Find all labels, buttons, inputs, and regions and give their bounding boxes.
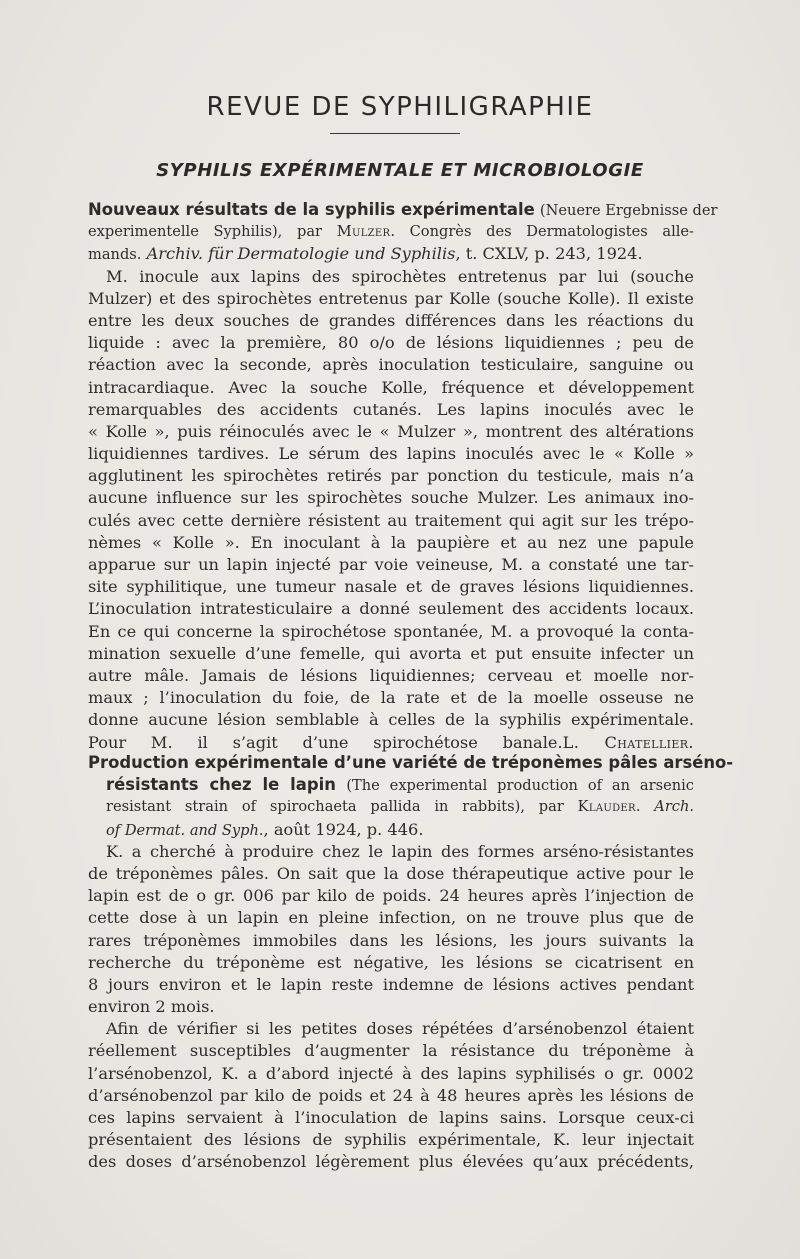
text-line: cette dose à un lapin en pleine infection, on ne trouve plus que de [88,908,694,928]
text-line: aucune influence sur les spirochètes souche Mulzer. Les animaux ino- [88,488,694,508]
signature: L. Chatellier. [562,732,694,752]
article-2 [88,752,734,1174]
text-line: mination sexuelle d’une femelle, qui avorta et put ensuite infecter un [88,643,694,663]
journal-title: Archiv. für Dermatologie und Syphilis [146,244,456,264]
text-line: l’arsénobenzol, K. a d’abord injecté à des lapins syphilisés o gr. 0002 [88,1063,694,1083]
text-line: maux ; l’inoculation du foie, de la rate et de la moelle osseuse ne [88,688,694,708]
text-line: En ce qui concerne la spirochétose spontanée, M. a provoqué la conta- [88,621,694,641]
title-rule [330,133,460,134]
author-name: Mulzer [336,223,391,241]
text-line: de tréponèmes pâles. On sait que la dose thérapeutique active pour le [88,863,694,883]
text-line: donne aucune lésion semblable à celles de la syphilis expérimentale. [88,710,694,730]
text-line: autre mâle. Jamais de lésions liquidiennes; cerveau et moelle nor- [88,665,694,685]
article-2-heading: Production expérimentale d’une variété de tréponèmes pâles arséno- [88,753,734,772]
running-head: REVUE DE SYPHILIGRAPHIE [206,92,594,122]
article-2-heading-line: résistants chez le lapin (The experimental production of an arsenic [106,775,694,795]
text-line: lapin est de o gr. 006 par kilo de poids. 24 heures après l’injection de [88,886,694,906]
text-line: liquide : avec la première, 80 o/o de lésions liquidiennes ; peu de [88,333,694,353]
text-line: entre les deux souches de grandes différences dans les réactions du [88,310,694,330]
section-title: SYPHILIS EXPÉRIMENTALE ET MICROBIOLOGIE [156,160,644,181]
text-line: ces lapins servaient à l’inoculation de lapins sains. Lorsque ceux-ci [88,1108,694,1127]
text-line: L’inoculation intratesticulaire a donné seulement des accidents locaux. [88,599,694,619]
article-1-heading: Nouveaux résultats de la syphilis expérimentale [88,200,535,219]
article-1 [88,199,718,754]
text-line: remarquables des accidents cutanés. Les lapins inoculés avec le [88,399,694,419]
journal-title: of Dermat. and Syph. [106,821,264,839]
article-1-reference-line: mands. Archiv. für Dermatologie und Syphilis, t. CXLV, p. 243, 1924. [88,244,643,264]
author-name: Klauder [577,798,636,816]
text-line: K. a cherché à produire chez le lapin des formes arséno-résistantes [106,841,694,861]
text-line: Mulzer) et des spirochètes entretenus par Kolle (souche Kolle). Il existe [88,288,694,308]
text-line: 8 jours environ et le lapin reste indemne de lésions actives pendant [88,974,694,994]
text-line: réaction avec la seconde, après inoculation testiculaire, sanguine ou [88,355,694,375]
text-line: apparue sur un lapin injecté par voie veineuse, M. a constaté une tar- [88,555,694,574]
article-1-heading-line: Nouveaux résultats de la syphilis expérimentale (Neuere Ergebnisse der [88,200,718,219]
text-line: liquidiennes tardives. Le sérum des lapins inoculés avec le « Kolle » [88,444,694,464]
text-line: des doses d’arsénobenzol légèrement plus élevées qu’aux précédents, [88,1152,694,1172]
text-line: site syphilitique, une tumeur nasale et de graves lésions liquidiennes. [88,577,694,597]
text-line: d’arsénobenzol par kilo de poids et 24 à 48 heures après les lésions de [88,1085,694,1105]
text-line: culés avec cette dernière résistent au traitement qui agit sur les trépo- [88,510,694,530]
article-1-reference-line: experimentelle Syphilis), par Mulzer. Congrès des Dermatologistes alle- [88,223,694,241]
text-line: « Kolle », puis réinoculés avec le « Mulzer », montrent des altérations [88,421,694,441]
text-line: agglutinent les spirochètes retirés par ponction du testicule, mais n’a [88,466,694,486]
article-2-reference-line: resistant strain of spirochaeta pallida in rabbits), par Klauder. Arch. [106,798,695,816]
text-line: intracardiaque. Avec la souche Kolle, fréquence et développement [88,377,694,397]
text-line: nèmes « Kolle ». En inoculant à la paupière et au nez une papule [88,532,694,552]
text-line: Afin de vérifier si les petites doses répétées d’arsénobenzol étaient [106,1019,694,1039]
text-line: présentaient des lésions de syphilis expérimentale, K. leur injectait [88,1130,694,1150]
closing-line: Pour M. il s’agit d’une spirochétose banale.L. Chatellier. [88,732,694,752]
text-line: recherche du tréponème est négative, les lésions se cicatrisent en [88,952,694,972]
text-line: M. inocule aux lapins des spirochètes entretenus par lui (souche [106,266,694,286]
text-line: réellement susceptibles d’augmenter la résistance du tréponème à [88,1041,694,1061]
text-line: environ 2 mois. [88,997,215,1017]
text-line: rares tréponèmes immobiles dans les lésions, les jours suivants la [88,930,694,950]
article-2-reference-line: of Dermat. and Syph., août 1924, p. 446. [106,819,424,839]
